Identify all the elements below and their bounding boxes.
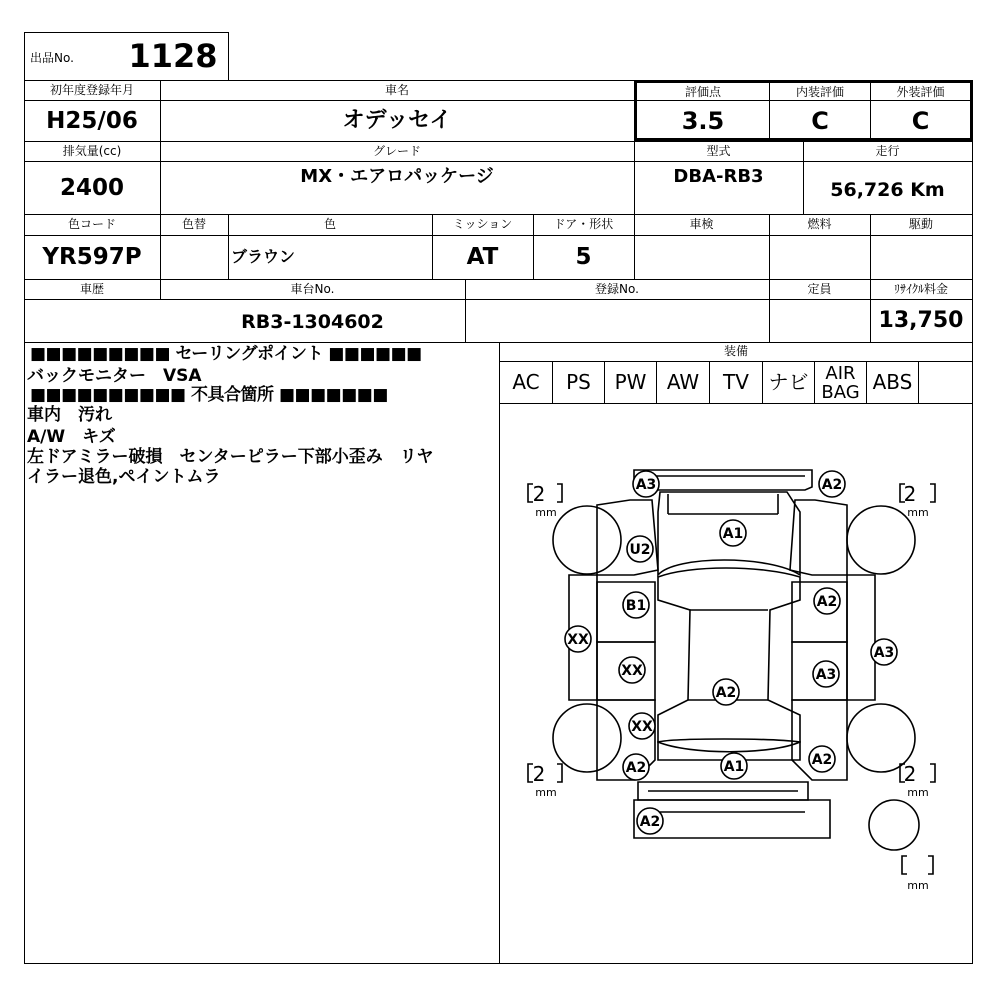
equipment-airbag: AIR BAG bbox=[821, 363, 860, 403]
damage-mark bbox=[633, 471, 659, 497]
damage-mark bbox=[637, 808, 663, 834]
damage-mark-code: A3 bbox=[635, 477, 657, 493]
equipment-aw: AW bbox=[666, 370, 700, 394]
damage-mark-code: A3 bbox=[873, 645, 895, 661]
mileage-value: 56,726 Km bbox=[830, 179, 945, 201]
damage-mark-code: B1 bbox=[625, 598, 647, 614]
tire-unit-front-right: mm bbox=[907, 506, 929, 519]
vehicle-history-label: 車歴 bbox=[79, 282, 104, 296]
door-shape-value: 5 bbox=[575, 244, 592, 270]
door-shape-label: ドア・形状 bbox=[553, 217, 614, 231]
color-code-label: 色コード bbox=[67, 217, 116, 231]
chassis-number-value: RB3-1304602 bbox=[241, 311, 384, 333]
damage-mark bbox=[871, 639, 897, 665]
tire-depth-rear-left: 2 bbox=[532, 762, 546, 786]
damage-mark-code: A1 bbox=[723, 759, 745, 775]
equipment-label: 装備 bbox=[723, 344, 748, 358]
score-label: 評価点 bbox=[684, 85, 721, 99]
tire-depth-front-left: 2 bbox=[532, 482, 546, 506]
damage-mark bbox=[713, 679, 739, 705]
damage-mark-code: A2 bbox=[715, 685, 737, 701]
damage-mark-code: A2 bbox=[639, 814, 661, 830]
tire-depth-rear-right: 2 bbox=[903, 762, 917, 786]
damage-mark bbox=[721, 753, 747, 779]
damage-mark-code: A2 bbox=[625, 760, 647, 776]
tire-depth-front-right: 2 bbox=[903, 482, 917, 506]
mileage-label: 走行 bbox=[875, 144, 900, 158]
interior-grade-value: C bbox=[811, 107, 829, 135]
lot-number-label: 出品No. bbox=[30, 51, 74, 65]
grade-label: グレード bbox=[372, 144, 421, 158]
equipment-tv: TV bbox=[723, 370, 749, 394]
damage-mark bbox=[565, 626, 591, 652]
model-code-value: DBA-RB3 bbox=[673, 166, 764, 187]
interior-grade-label: 内装評価 bbox=[795, 85, 844, 99]
damage-mark bbox=[629, 713, 655, 739]
first-registration-value: H25/06 bbox=[46, 108, 138, 134]
equipment-abs: ABS bbox=[872, 370, 913, 394]
damage-mark-code: A2 bbox=[821, 477, 843, 493]
tire-unit-rear-right: mm bbox=[907, 786, 929, 799]
transmission-label: ミッション bbox=[452, 217, 513, 231]
damage-mark bbox=[623, 592, 649, 618]
recycle-fee-label: ﾘｻｲｸﾙ料金 bbox=[893, 282, 948, 296]
model-code-label: 型式 bbox=[706, 144, 731, 158]
lot-number: 1128 bbox=[128, 37, 218, 75]
grade-value: MX・エアロパッケージ bbox=[300, 166, 494, 187]
damage-mark bbox=[819, 471, 845, 497]
displacement-label: 排気量(cc) bbox=[62, 144, 122, 158]
tire-unit-spare: mm bbox=[907, 879, 929, 892]
damage-mark-code: A2 bbox=[816, 594, 838, 610]
damage-mark-code: A2 bbox=[811, 752, 833, 768]
defect-line: イラー退色,ペイントムラ bbox=[27, 467, 221, 487]
color-code-value: YR597P bbox=[42, 244, 142, 270]
damage-mark-code: U2 bbox=[629, 542, 651, 558]
damage-mark bbox=[814, 588, 840, 614]
defect-line: A/W キズ bbox=[27, 427, 116, 447]
selling-points-header: ■■■■■■■■■ セーリングポイント ■■■■■■ bbox=[30, 344, 422, 364]
damage-mark bbox=[809, 746, 835, 772]
exterior-grade-value: C bbox=[911, 107, 930, 135]
defect-line: 車内 汚れ bbox=[27, 405, 112, 425]
tire-unit-front-left: mm bbox=[535, 506, 557, 519]
car-name-value: オデッセイ bbox=[342, 108, 452, 133]
recycle-fee-value: 13,750 bbox=[878, 308, 964, 333]
equipment-ac: AC bbox=[512, 370, 540, 394]
color-label: 色 bbox=[323, 217, 336, 231]
drive-label: 駆動 bbox=[908, 217, 933, 231]
chassis-number-label: 車台No. bbox=[290, 282, 335, 296]
damage-mark bbox=[619, 657, 645, 683]
registration-number-label: 登録No. bbox=[595, 282, 639, 296]
damage-mark-code: XX bbox=[631, 719, 653, 735]
car-damage-diagram bbox=[500, 404, 972, 962]
car-name-label: 車名 bbox=[384, 83, 409, 97]
capacity-label: 定員 bbox=[807, 282, 832, 296]
damage-mark-code: A3 bbox=[815, 667, 837, 683]
equipment-navi: ナビ bbox=[768, 370, 809, 394]
color-value: ブラウン bbox=[231, 247, 296, 266]
damage-mark-code: XX bbox=[621, 663, 643, 679]
fuel-label: 燃料 bbox=[807, 217, 832, 231]
exterior-grade-label: 外装評価 bbox=[896, 85, 945, 99]
selling-points-text: バックモニター VSA bbox=[27, 366, 202, 386]
first-registration-label: 初年度登録年月 bbox=[49, 83, 134, 97]
damage-mark-code: A1 bbox=[722, 526, 744, 542]
tire-unit-rear-left: mm bbox=[535, 786, 557, 799]
transmission-value: AT bbox=[466, 244, 499, 270]
damage-mark bbox=[627, 536, 653, 562]
equipment-pw: PW bbox=[614, 370, 647, 394]
equipment-ps: PS bbox=[566, 370, 591, 394]
damage-mark bbox=[813, 661, 839, 687]
inspection-label: 車検 bbox=[689, 217, 714, 231]
damage-mark bbox=[720, 520, 746, 546]
defect-line: 左ドアミラー破損 センターピラー下部小歪み リヤ bbox=[27, 447, 434, 467]
repaint-label: 色替 bbox=[181, 217, 206, 231]
damage-mark bbox=[623, 754, 649, 780]
score-value: 3.5 bbox=[681, 107, 725, 135]
damage-mark-code: XX bbox=[567, 632, 589, 648]
displacement-value: 2400 bbox=[59, 175, 124, 201]
defects-header: ■■■■■■■■■■ 不具合箇所 ■■■■■■■ bbox=[30, 385, 388, 405]
